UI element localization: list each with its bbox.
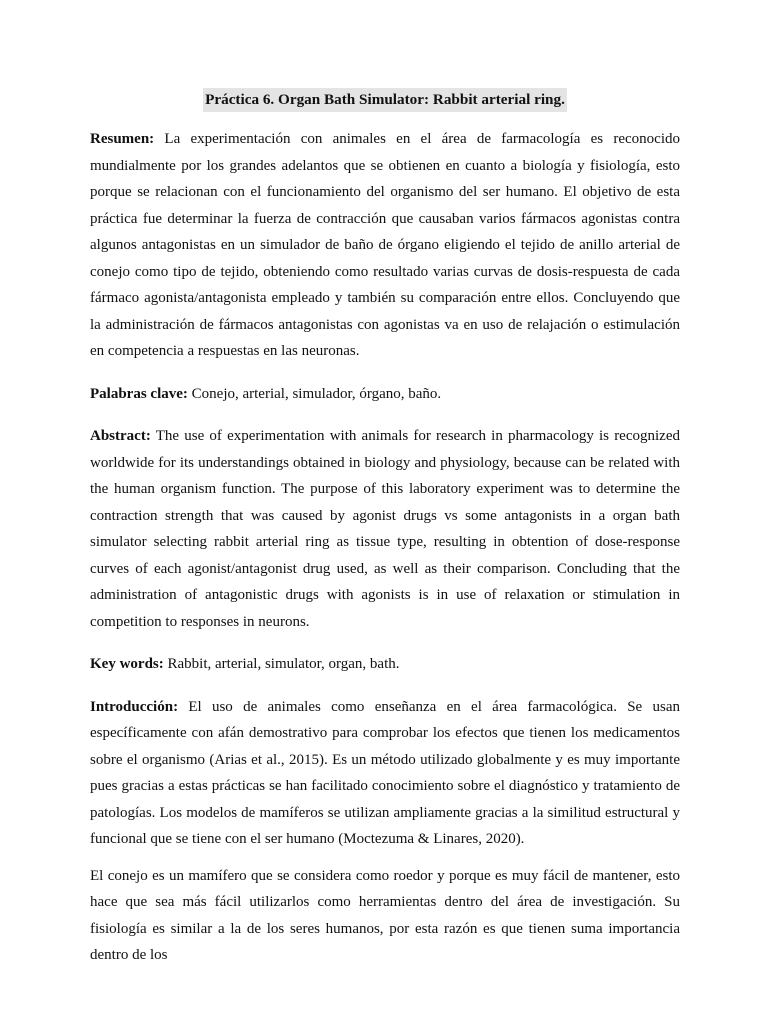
key-words-text: Rabbit, arterial, simulator, organ, bath. (167, 656, 400, 672)
introduccion-paragraph (90, 694, 680, 853)
document-title: Práctica 6. Organ Bath Simulator: Rabbit arterial ring. (203, 88, 567, 112)
document-page (90, 88, 680, 969)
abstract-text: The use of experimentation with animals for research in pharmacology is recognized worldwide for its understandings obtained in biology and physiology, because can be related with the human organism function. The purpose of this laboratory experiment was to determine the contraction strength that was caused by agonist drugs vs some antagonists in a organ bath simulator selecting rabbit arterial ring as tissue type, resulting in obtention of dose-response curves of each agonist/antagonist drug used, as well as their comparison. Concluding that the administration of antagonistic drugs with agonists is in use of relaxation or stimulation in competition to responses in neurons. (90, 428, 680, 630)
resumen-label: Resumen: (90, 131, 155, 147)
abstract-label: Abstract: (90, 428, 151, 444)
palabras-clave-text: Conejo, arterial, simulador, órgano, baño. (191, 385, 442, 402)
palabras-clave-paragraph (90, 381, 680, 408)
introduccion-text: El uso de animales como enseñanza en el área farmacológica. Se usan específicamente con afán demostrativo para comprobar los efectos que tienen los medicamentos sobre el organismo (Arias et al., 2015). Es un método utilizado globalmente y es muy importante pues gracias a estas prácticas se han facilitado conocimiento sobre el diagnóstico y tratamiento de patologías. Los modelos de mamíferos se utilizan ampliamente gracias a la similitud estructural y funcional que se tiene con el ser humano (Moctezuma & Linares, 2020). (90, 698, 680, 847)
abstract-paragraph (90, 423, 680, 635)
resumen-text: La experimentación con animales en el área de farmacología es reconocido mundialmente por los grandes adelantos que se obtienen en cuanto a biología y fisiología, esto porque se relacionan con el funcionamiento del organismo del ser humano. El objetivo de esta práctica fue determinar la fuerza de contracción que causaban varios fármacos agonistas contra algunos antagonistas en un simulador de baño de órgano eligiendo el tejido de anillo arterial de conejo como tipo de tejido, obteniendo como resultado varias curvas de dosis-respuesta de cada fármaco agonista/antagonista empleado y también su comparación entre ellos. Concluyendo que la administración de fármacos antagonistas con agonistas va en uso de relajación o estimulación en competencia a respuestas en las neuronas. (90, 131, 681, 359)
conejo-paragraph: El conejo es un mamífero que se considera como roedor y porque es muy fácil de mantener, esto hace que sea más fácil utilizarlos como herramientas dentro del área de investigación. Su fisiología es similar a la de los seres humanos, por esta razón es que tienen suma importancia dentro de los (90, 867, 680, 963)
key-words-label: Key words: (90, 656, 164, 672)
title-container (90, 88, 680, 112)
resumen-paragraph (90, 126, 680, 365)
key-words-paragraph (90, 651, 680, 678)
palabras-clave-label: Palabras clave: (90, 385, 188, 402)
introduccion-label: Introducción: (90, 698, 179, 715)
